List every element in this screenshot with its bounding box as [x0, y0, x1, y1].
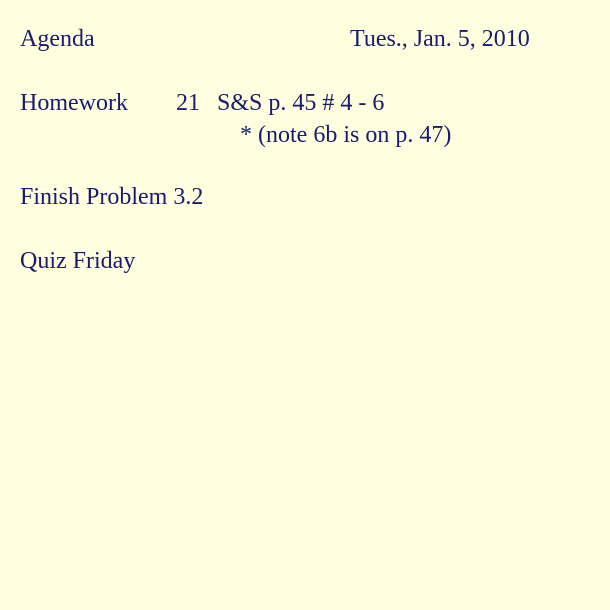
agenda-title: Agenda — [20, 26, 95, 52]
homework-number: 21 — [176, 90, 200, 116]
task-item: Finish Problem 3.2 — [20, 184, 204, 210]
agenda-date: Tues., Jan. 5, 2010 — [350, 26, 530, 52]
homework-label: Homework — [20, 90, 128, 116]
homework-assignment: S&S p. 45 # 4 - 6 — [217, 90, 385, 116]
task-item: Quiz Friday — [20, 248, 136, 274]
homework-note: * (note 6b is on p. 47) — [240, 122, 452, 148]
